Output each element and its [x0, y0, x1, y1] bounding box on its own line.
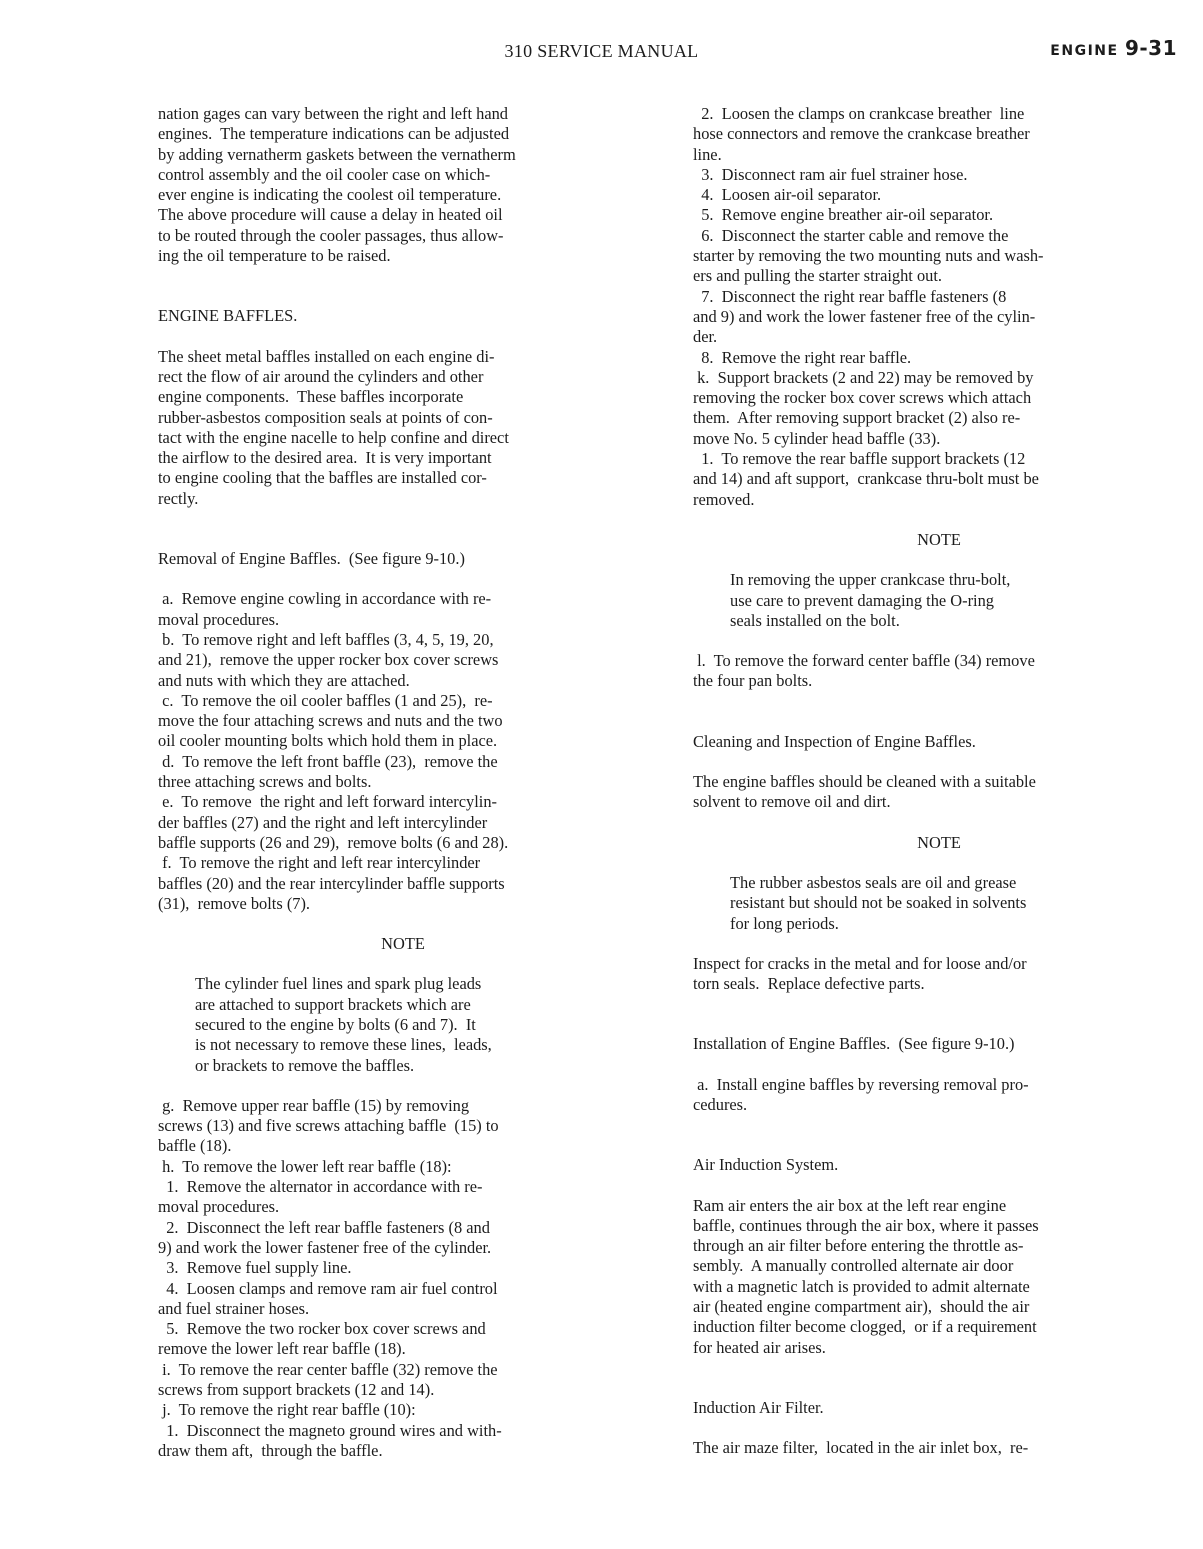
text-line: the airflow to the desired area. It is very important	[158, 448, 492, 468]
baffles-paragraph	[158, 347, 648, 509]
text-line: 4. Loosen air-oil separator.	[693, 185, 882, 205]
removal-steps-a-f	[158, 589, 648, 914]
text-line: baffles (20) and the rear intercylinder baffle supports	[158, 873, 505, 893]
text-line: and 9) and work the lower fastener free of the cylin-	[693, 306, 1036, 326]
text-line: cedures.	[693, 1094, 748, 1114]
text-line: remove the lower left rear baffle (18).	[158, 1339, 406, 1359]
text-line: nation gages can vary between the right and left hand	[158, 104, 508, 123]
left-column	[158, 104, 648, 1461]
text-line: through an air filter before entering the throttle as-	[693, 1236, 1024, 1256]
text-line: 1. Remove the alternator in accordance with re-	[158, 1177, 483, 1197]
text-line: for long periods.	[730, 913, 839, 933]
air-induction-heading: Air Induction System.	[693, 1155, 839, 1175]
text-line: move No. 5 cylinder head baffle (33).	[693, 428, 941, 448]
text-line: three attaching screws and bolts.	[158, 772, 372, 792]
text-line: resistant but should not be soaked in solvents	[730, 893, 1027, 913]
text-line: rubber-asbestos composition seals at points of con-	[158, 407, 493, 427]
text-line: draw them aft, through the baffle.	[158, 1440, 383, 1460]
text-line: l. To remove the forward center baffle (34) remove	[693, 651, 1035, 671]
inspect-paragraph	[693, 954, 1185, 995]
text-line: are attached to support brackets which are	[195, 994, 471, 1014]
note-text-2	[693, 873, 1185, 934]
text-line: 5. Remove the two rocker box cover screws and	[158, 1319, 486, 1339]
text-line: c. To remove the oil cooler baffles (1 and 25), re-	[158, 690, 493, 710]
text-line: 7. Disconnect the right rear baffle fasteners (8	[693, 286, 1007, 306]
text-line: by adding vernatherm gaskets between the vernatherm	[158, 144, 516, 164]
text-line: h. To remove the lower left rear baffle (18):	[158, 1156, 452, 1176]
text-line: starter by removing the two mounting nuts and wash-	[693, 246, 1044, 266]
text-line: removed.	[693, 489, 755, 509]
text-line: hose connectors and remove the crankcase breather	[693, 124, 1030, 144]
text-line: Ram air enters the air box at the left rear engine	[693, 1195, 1007, 1215]
text-line: torn seals. Replace defective parts.	[693, 974, 925, 994]
right-column	[693, 104, 1185, 1459]
text-line: and 21), remove the upper rocker box cover screws	[158, 650, 499, 670]
text-line: The engine baffles should be cleaned with a suitable	[693, 772, 1036, 792]
installation-paragraph	[693, 1075, 1185, 1116]
text-line: k. Support brackets (2 and 22) may be removed by	[693, 367, 1034, 387]
text-line: moval procedures.	[158, 609, 280, 629]
text-line: (31), remove bolts (7).	[158, 893, 311, 913]
page-header-title: 310 SERVICE MANUAL	[504, 41, 699, 61]
text-line: 6. Disconnect the starter cable and remove the	[693, 225, 1009, 245]
section-heading-engine-baffles: ENGINE BAFFLES.	[158, 306, 298, 326]
text-line: 5. Remove engine breather air-oil separator.	[693, 205, 994, 225]
text-line: is not necessary to remove these lines, leads,	[195, 1035, 492, 1055]
text-line: j. To remove the right rear baffle (10):	[158, 1400, 416, 1420]
text-line: oil cooler mounting bolts which hold them in place.	[158, 731, 498, 751]
note-label-2: NOTE	[917, 832, 961, 852]
text-line: sembly. A manually controlled alternate air door	[693, 1256, 1014, 1276]
text-line: Inspect for cracks in the metal and for loose and/or	[693, 953, 1027, 973]
text-line: In removing the upper crankcase thru-bolt,	[730, 570, 1011, 590]
text-line: b. To remove right and left baffles (3, 4, 5, 19, 20,	[158, 629, 494, 649]
removal-steps-g-j	[158, 1096, 648, 1461]
text-line: The rubber asbestos seals are oil and grease	[730, 872, 1017, 892]
text-line: engines. The temperature indications can be adjusted	[158, 124, 510, 144]
induction-filter-heading: Induction Air Filter.	[693, 1397, 824, 1417]
text-line: ever engine is indicating the coolest oil temperature.	[158, 185, 502, 205]
page-header-section	[1050, 36, 1177, 60]
text-line: a. Install engine baffles by reversing removal pro-	[693, 1074, 1029, 1094]
text-line: der baffles (27) and the right and left intercylinder	[158, 812, 488, 832]
text-line: 2. Disconnect the left rear baffle fasteners (8 and	[158, 1217, 490, 1237]
text-line: with a magnetic latch is provided to admit alternate	[693, 1276, 1030, 1296]
text-line: The cylinder fuel lines and spark plug leads	[195, 974, 482, 994]
text-line: air (heated engine compartment air), should the air	[693, 1297, 1030, 1317]
intro-paragraph	[158, 104, 648, 266]
page-number: 9-31	[1124, 36, 1177, 60]
step-l	[693, 651, 1185, 692]
text-line: use care to prevent damaging the O-ring	[730, 590, 994, 610]
text-line: 3. Disconnect ram air fuel strainer hose.	[693, 164, 968, 184]
text-line: for heated air arises.	[693, 1337, 826, 1357]
text-line: 3. Remove fuel supply line.	[158, 1258, 352, 1278]
text-line: moval procedures.	[158, 1197, 280, 1217]
induction-filter-paragraph	[693, 1438, 1185, 1458]
text-line: 1. Disconnect the magneto ground wires and with-	[158, 1420, 502, 1440]
air-induction-paragraph	[693, 1196, 1185, 1358]
text-line: the four pan bolts.	[693, 671, 813, 691]
text-line: baffle (18).	[158, 1136, 232, 1156]
text-line: line.	[693, 144, 722, 164]
text-line: der.	[693, 327, 718, 347]
text-line: 8. Remove the right rear baffle.	[693, 347, 912, 367]
text-line: The air maze filter, located in the air inlet box, re-	[693, 1438, 1029, 1458]
text-line: engine components. These baffles incorporate	[158, 387, 464, 407]
note-label: NOTE	[381, 934, 425, 954]
note-text	[158, 974, 648, 1075]
installation-heading: Installation of Engine Baffles. (See figure 9-10.)	[693, 1034, 1015, 1054]
text-line: move the four attaching screws and nuts and the two	[158, 711, 503, 731]
text-line: or brackets to remove the baffles.	[195, 1055, 415, 1075]
text-line: them. After removing support bracket (2) also re-	[693, 408, 1021, 428]
section-name: ENGINE	[1050, 43, 1119, 59]
text-line: ing the oil temperature to be raised.	[158, 246, 391, 266]
text-line: secured to the engine by bolts (6 and 7). It	[195, 1014, 476, 1034]
text-line: tact with the engine nacelle to help confine and direct	[158, 427, 509, 447]
text-line: seals installed on the bolt.	[730, 610, 900, 630]
text-line: 4. Loosen clamps and remove ram air fuel control	[158, 1278, 498, 1298]
text-line: The sheet metal baffles installed on each engine di-	[158, 346, 495, 366]
text-line: d. To remove the left front baffle (23), remove the	[158, 751, 498, 771]
cleaning-paragraph	[693, 772, 1185, 813]
text-line: and 14) and aft support, crankcase thru-bolt must be	[693, 469, 1039, 489]
text-line: control assembly and the oil cooler case on which-	[158, 164, 491, 184]
text-line: e. To remove the right and left forward intercylin-	[158, 792, 497, 812]
removal-steps-continued	[693, 104, 1185, 510]
text-line: induction filter become clogged, or if a requirement	[693, 1317, 1037, 1337]
text-line: baffle, continues through the air box, where it passes	[693, 1215, 1039, 1235]
removal-heading: Removal of Engine Baffles. (See figure 9-10.)	[158, 549, 465, 569]
text-line: removing the rocker box cover screws which attach	[693, 388, 1032, 408]
note-text-1	[693, 570, 1185, 631]
text-line: and nuts with which they are attached.	[158, 670, 410, 690]
text-line: 1. To remove the rear baffle support brackets (12	[693, 449, 1026, 469]
text-line: 2. Loosen the clamps on crankcase breather line	[693, 104, 1025, 123]
text-line: to engine cooling that the baffles are installed cor-	[158, 468, 487, 488]
text-line: to be routed through the cooler passages, thus allow-	[158, 225, 504, 245]
text-line: g. Remove upper rear baffle (15) by removing	[158, 1095, 470, 1115]
text-line: The above procedure will cause a delay in heated oil	[158, 205, 503, 225]
note-label-1: NOTE	[917, 529, 961, 549]
text-line: baffle supports (26 and 29), remove bolts (6 and 28).	[158, 832, 509, 852]
text-line: 9) and work the lower fastener free of the cylinder.	[158, 1237, 492, 1257]
text-line: and fuel strainer hoses.	[158, 1298, 310, 1318]
text-line: rect the flow of air around the cylinders and other	[158, 366, 484, 386]
text-line: screws from support brackets (12 and 14).	[158, 1380, 435, 1400]
text-line: ers and pulling the starter straight out.	[693, 266, 942, 286]
text-line: solvent to remove oil and dirt.	[693, 792, 891, 812]
text-line: screws (13) and five screws attaching baffle (15) to	[158, 1116, 499, 1136]
text-line: a. Remove engine cowling in accordance with re-	[158, 589, 492, 609]
cleaning-heading: Cleaning and Inspection of Engine Baffles.	[693, 731, 976, 751]
text-line: rectly.	[158, 488, 199, 508]
text-line: f. To remove the right and left rear intercylinder	[158, 853, 481, 873]
text-line: i. To remove the rear center baffle (32) remove the	[158, 1359, 498, 1379]
